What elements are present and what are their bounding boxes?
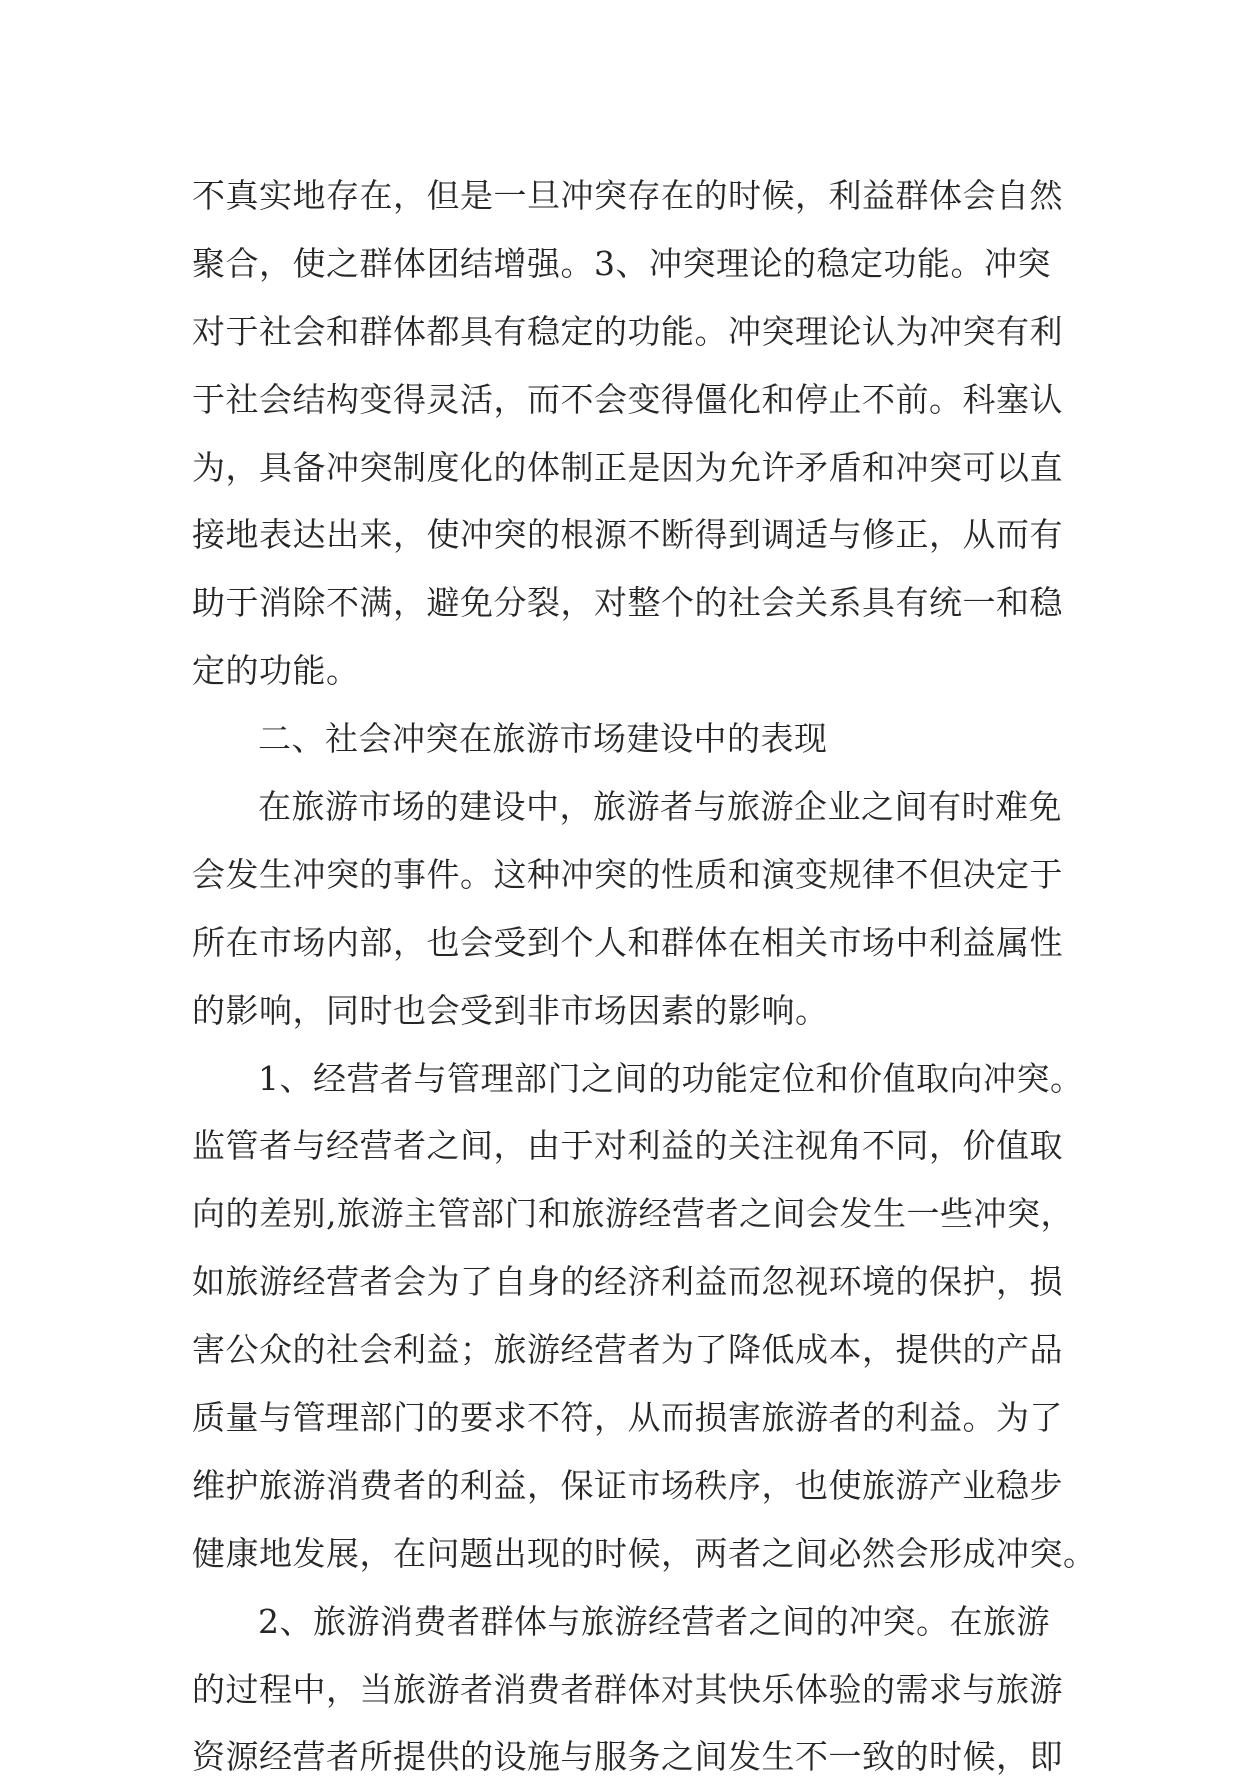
text-line: 不真实地存在，但是一旦冲突存在的时候，利益群体会自然 [192,176,1063,215]
text-line: 为，具备冲突制度化的体制正是因为允许矛盾和冲突可以直 [192,447,1063,487]
text-line: 害公众的社会利益；旅游经营者为了降低成本，提供的产品 [192,1330,1063,1370]
text-line: 监管者与经营者之间，由于对利益的关注视角不同，价值取 [192,1126,1063,1166]
text-line: 接地表达出来，使冲突的根源不断得到调适与修正，从而有 [192,515,1063,555]
text-line: 2、旅游消费者群体与旅游经营者之间的冲突。在旅游 [258,1601,1050,1641]
text-line: 维护旅游消费者的利益，保证市场秩序，也使旅游产业稳步 [192,1465,1063,1505]
text-line: 在旅游市场的建设中，旅游者与旅游企业之间有时难免 [258,787,1062,827]
text-line: 1、经营者与管理部门之间的功能定位和价值取向冲突。 [258,1058,1084,1098]
text-line: 资源经营者所提供的设施与服务之间发生不一致的时候，即 [192,1737,1063,1777]
text-line: 向的差别,旅游主管部门和旅游经营者之间会发生一些冲突， [192,1194,1074,1234]
text-line: 定的功能。 [192,651,360,691]
document-body [192,162,1097,1791]
text-line: 如旅游经营者会为了自身的经济利益而忽视环境的保护，损 [192,1262,1063,1302]
text-line: 质量与管理部门的要求不符，从而损害旅游者的利益。为了 [192,1398,1063,1438]
text-line: 的影响，同时也会受到非市场因素的影响。 [192,990,829,1030]
text-line: 的过程中，当旅游者消费者群体对其快乐体验的需求与旅游 [192,1669,1063,1709]
text-line: 聚合，使之群体团结增强。3、冲突理论的稳定功能。冲突 [192,243,1051,283]
text-line: 会发生冲突的事件。这种冲突的性质和演变规律不但决定于 [192,854,1063,894]
section-heading: 二、社会冲突在旅游市场建设中的表现 [258,719,828,759]
text-line: 于社会结构变得灵活，而不会变得僵化和停止不前。科塞认 [192,379,1063,419]
text-line: 对于社会和群体都具有稳定的功能。冲突理论认为冲突有利 [192,311,1063,351]
text-line: 助于消除不满，避免分裂，对整个的社会关系具有统一和稳 [192,583,1063,623]
text-line: 健康地发展，在问题出现的时候，两者之间必然会形成冲突。 [192,1533,1097,1573]
text-line: 所在市场内部，也会受到个人和群体在相关市场中利益属性 [192,922,1063,962]
